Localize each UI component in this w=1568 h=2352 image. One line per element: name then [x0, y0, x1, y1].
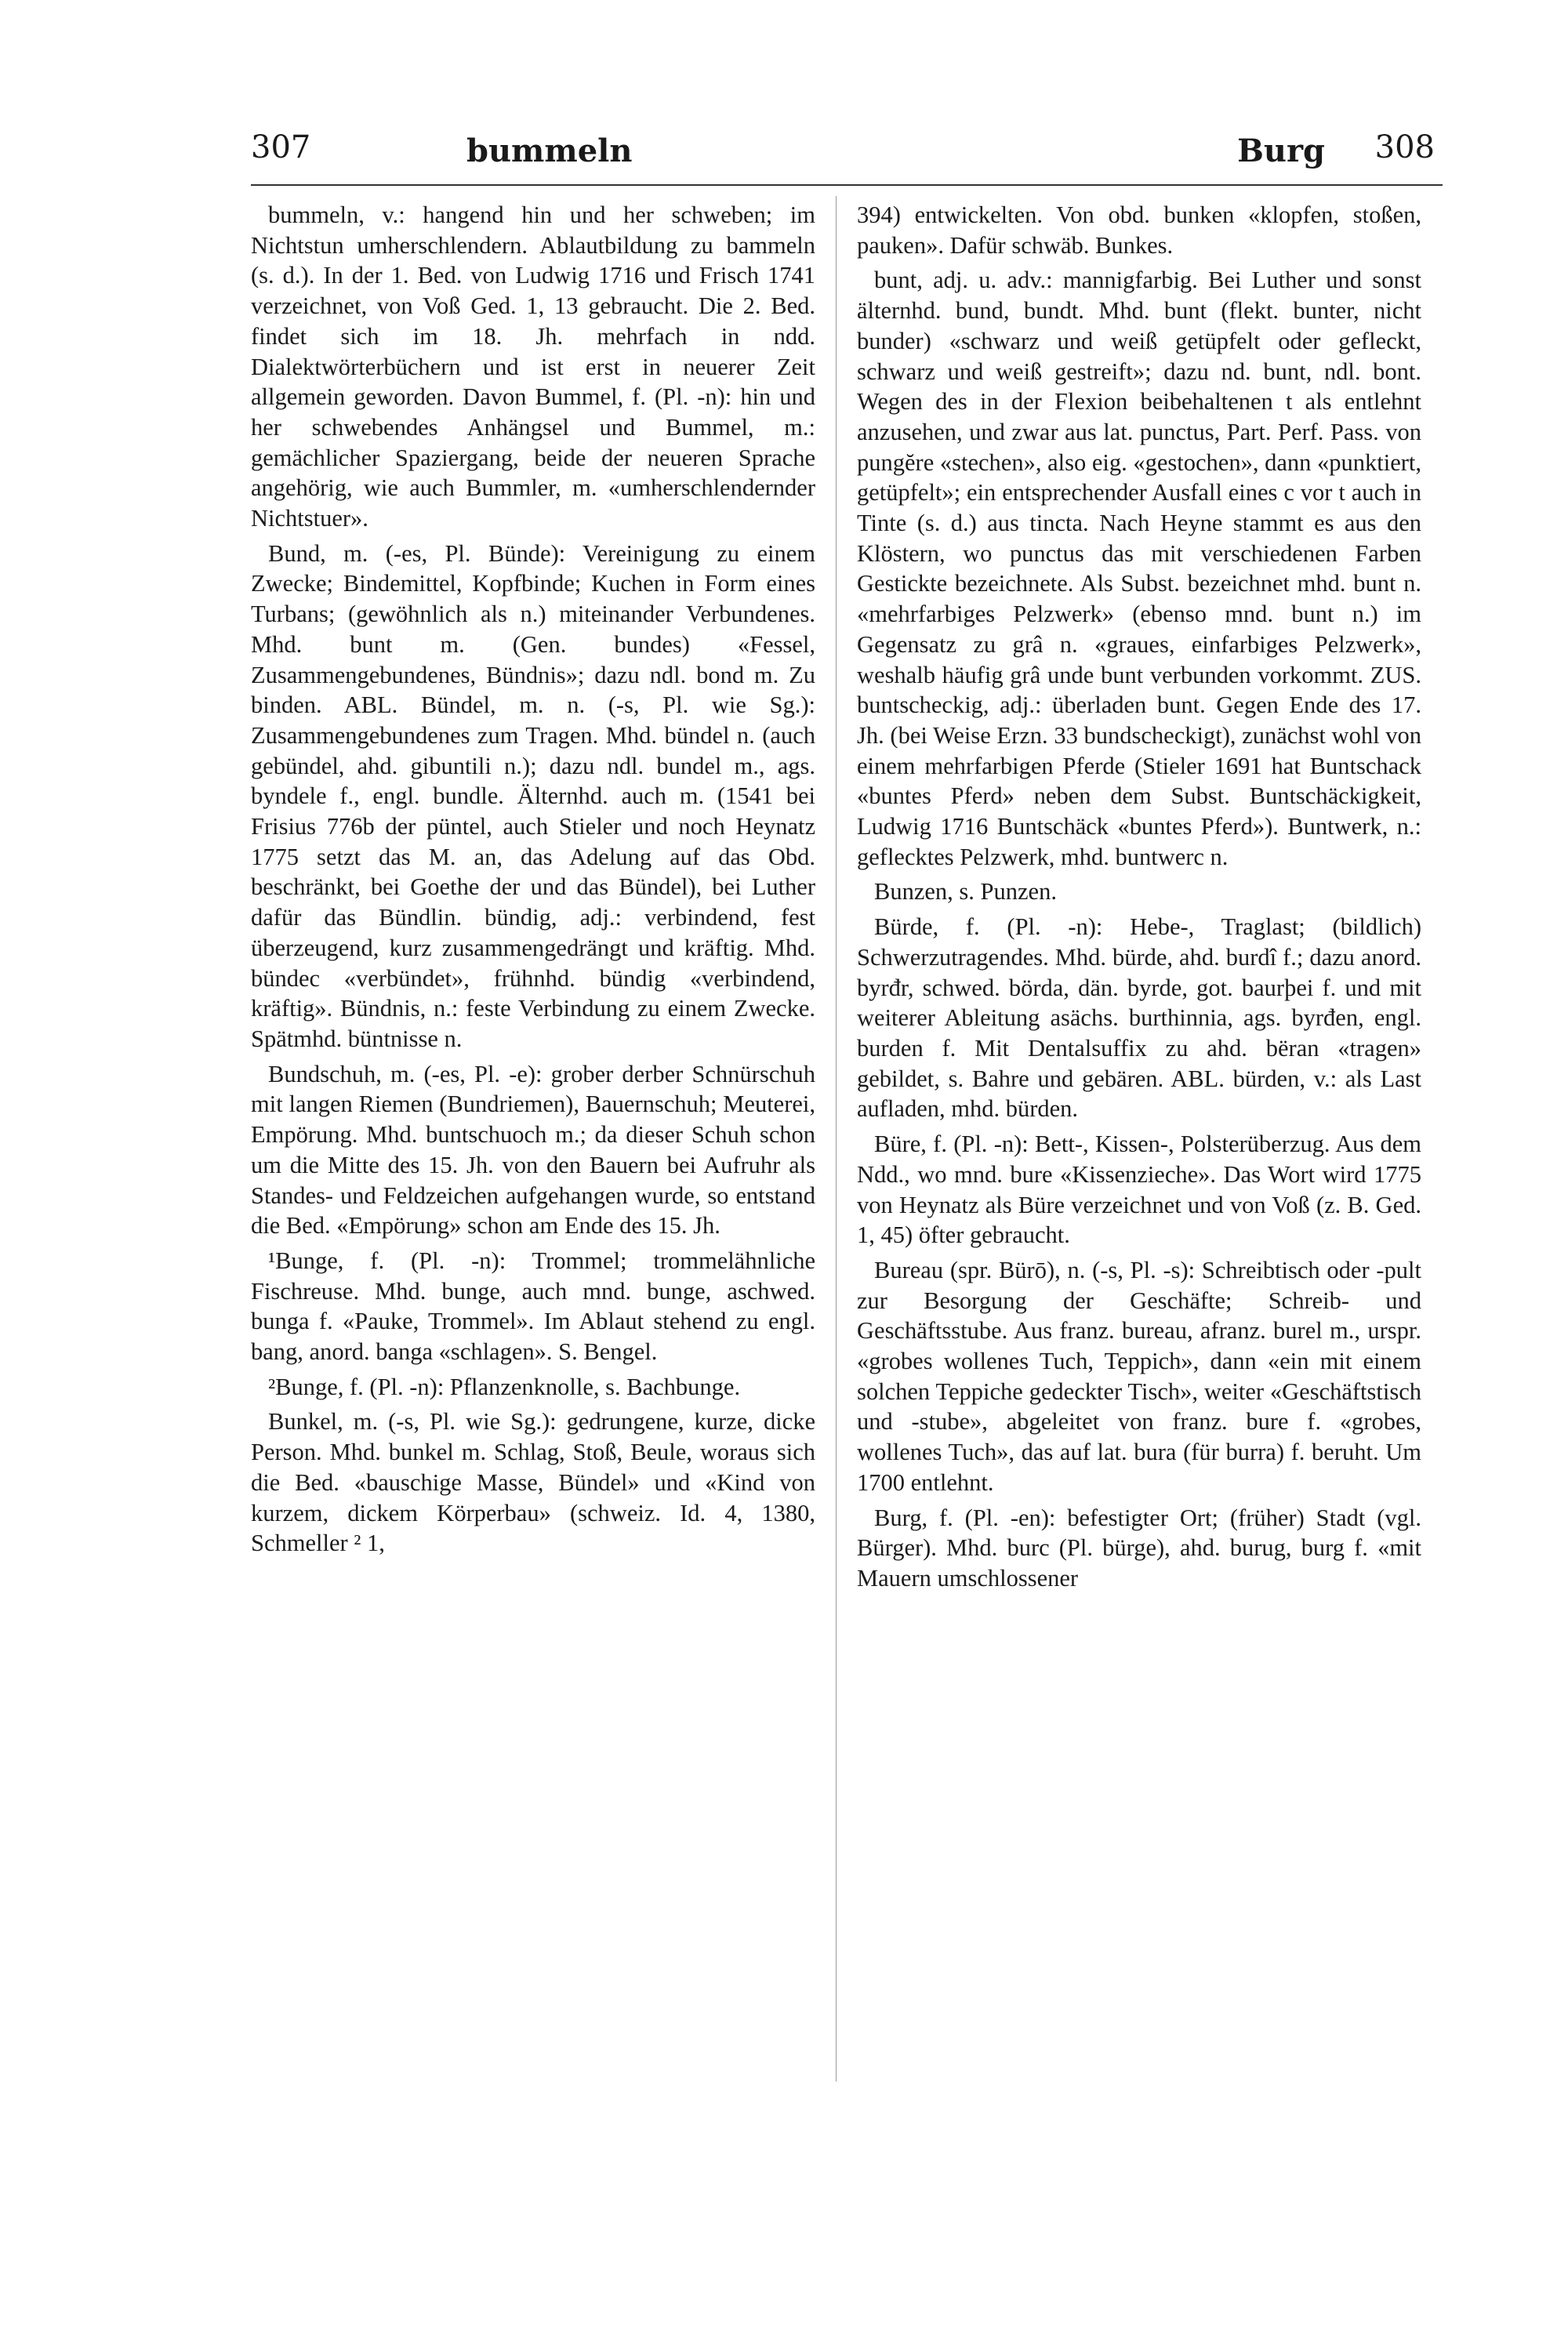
entry-buerde: Bürde, f. (Pl. -n): Hebe-, Traglast; (bildlich) Schwerzutragendes. Mhd. bürde, ahd. burdî f.; dazu anord. byrđr, schwed. börda, dän. byrde, got. baurþei f. und mit weiterer Ableitung asächs. burthinnia, ags. byrđen, engl. burden f. Mit Dentalsuffix zu ahd. bëran «tragen» gebildet, s. Bahre und gebären. ABL. bürden, v.: als Last aufladen, mhd. bürden.	[857, 913, 1421, 1123]
entry-bunge-1: ¹Bunge, f. (Pl. -n): Trommel; trommelähnliche Fischreuse. Mhd. bunge, auch mnd. bunge, aschwed. bunga f. «Pauke, Trommel». Im Ablaut stehend zu engl. bang, anord. banga «schlagen». S. Bengel.	[251, 1247, 815, 1366]
entry-bundschuh: Bundschuh, m. (-es, Pl. -e): grober derber Schnürschuh mit langen Riemen (Bundriemen), Bauernschuh; Meuterei, Empörung. Mhd. buntschuoch m.; da dieser Schuh schon um die Mitte des 15. Jh. von den Bauern bei Aufruhr als Standes- und Feldzeichen aufgehangen wurde, so entstand die Bed. «Empörung» schon am Ende des 15. Jh.	[251, 1060, 815, 1240]
entry-burg: Burg, f. (Pl. -en): befestigter Ort; (früher) Stadt (vgl. Bürger). Mhd. burc (Pl. bürge), ahd. burug, burg f. «mit Mauern umschlossener	[857, 1504, 1421, 1592]
entry-bunkel: Bunkel, m. (-s, Pl. wie Sg.): gedrungene, kurze, dicke Person. Mhd. bunkel m. Schlag, Stoß, Beule, woraus sich die Bed. «bauschige Masse, Bündel» und «Kind von kurzem, dickem Körperbau» (schweiz. Id. 4, 1380, Schmeller ² 1,	[251, 1408, 815, 1557]
right-column	[857, 200, 1421, 1599]
entry-buere: Büre, f. (Pl. -n): Bett-, Kissen-, Polsterüberzug. Aus dem Ndd., wo mnd. bure «Kissenzieche». Das Wort wird 1775 von Heynatz als Büre verzeichnet und von Voß (z. B. Ged. 1, 45) öfter gebraucht.	[857, 1131, 1421, 1249]
entry-bunkel-continued: 394) entwickelten. Von obd. bunken «klopfen, stoßen, pauken». Dafür schwäb. Bunkes.	[857, 201, 1421, 259]
left-column	[251, 200, 815, 1563]
entry-bummeln: bummeln, v.: hangend hin und her schweben; im Nichtstun umherschlendern. Ablautbildung zu bammeln (s. d.). In der 1. Bed. von Ludwig 1716 und Frisch 1741 verzeichnet, von Voß Ged. 1, 13 gebraucht. Die 2. Bed. findet sich im 18. Jh. mehrfach in ndd. Dialektwörterbüchern und ist erst in neuerer Zeit allgemein geworden. Davon Bummel, f. (Pl. -n): hin und her schwebendes Anhängsel und Bummel, m.: gemächlicher Spaziergang, beide der neueren Sprache angehörig, wie auch Bummler, m. «umherschlendernder Nichtstuer».	[251, 201, 815, 532]
entry-bund: Bund, m. (-es, Pl. Bünde): Vereinigung zu einem Zwecke; Bindemittel, Kopfbinde; Kuchen in Form eines Turbans; (gewöhnlich als n.) miteinander Verbundenes. Mhd. bunt m. (Gen. bundes) «Fessel, Zusammengebundenes, Bündnis»; dazu ndl. bond m. Zu binden. ABL. Bündel, m. n. (-s, Pl. wie Sg.): Zusammengebundenes zum Tragen. Mhd. bündel n. (auch gebündel, ahd. gibuntili n.); dazu ndl. bundel m., ags. byndele f., engl. bundle. Älternhd. auch m. (1541 bei Frisius 776b der püntel, auch Stieler und noch Heynatz 1775 setzt das M. an, das Adelung auf das Obd. beschränkt, bei Goethe der und das Bündel), bei Luther dafür das Bündlin. bündig, adj.: verbindend, fest überzeugend, kurz zusammengedrängt und kräftig. Mhd. bündec «verbündet», frühnhd. bündig «verbindend, kräftig». Bündnis, n.: feste Verbindung zu einem Zwecke. Spätmhd. büntnisse n.	[251, 539, 815, 1052]
entry-bunge-2: ²Bunge, f. (Pl. -n): Pflanzenknolle, s. Bachbunge.	[268, 1373, 741, 1400]
column-divider	[836, 196, 837, 2082]
left-page-number: 307	[251, 129, 311, 165]
entry-bureau: Bureau (spr. Bürō), n. (-s, Pl. -s): Schreibtisch oder -pult zur Besorgung der Geschäfte; Schreib- und Geschäftsstube. Aus franz. bureau, afranz. burel m., urspr. «grobes wollenes Tuch, Teppich», dann «ein mit einem solchen Teppiche gedeckter Tisch», weiter «Geschäftstisch und -stube», abgeleitet von franz. bure f. «grobes, wollenes Tuch», das auf lat. bura (für burra) f. beruht. Um 1700 entlehnt.	[857, 1256, 1421, 1496]
right-catchword: Burg	[1237, 132, 1325, 169]
right-page-number: 308	[1374, 129, 1435, 165]
running-header	[251, 129, 1435, 184]
header-rule	[251, 184, 1443, 186]
entry-bunzen: Bunzen, s. Punzen.	[874, 878, 1057, 906]
left-catchword: bummeln	[466, 132, 633, 169]
entry-bunt: bunt, adj. u. adv.: mannigfarbig. Bei Luther und sonst älternhd. bund, bundt. Mhd. bunt (flekt. bunter, nicht bunder) «schwarz und weiß getüpfelt oder gefleckt, schwarz und weiß gestreift»; dazu nd. bunt, ndl. bont. Wegen des in der Flexion beibehaltenen t als entlehnt anzusehen, und zwar aus lat. punctus, Part. Perf. Pass. von pungĕre «stechen», also eig. «gestochen», dann «punktiert, getüpfelt»; ein entsprechender Ausfall eines c vor t auch in Tinte (s. d.) aus tincta. Nach Heyne stammt es aus den Klöstern, wo punctus das mit verschiedenen Farben Gestickte bezeichnete. Als Subst. bezeichnet mhd. bunt n. «mehrfarbiges Pelzwerk» (ebenso mnd. bunt n.) im Gegensatz zu grâ n. «graues, einfarbiges Pelzwerk», weshalb häufig grâ unde bunt verbunden vorkommt. ZUS. buntscheckig, adj.: überladen bunt. Gegen Ende des 17. Jh. (bei Weise Erzn. 33 bundscheckigt), zunächst wohl von einem mehrfarbigen Pferde (Stieler 1691 hat Buntschack «buntes Pferd» neben dem Subst. Buntschäckigkeit, Ludwig 1716 Buntschäck «buntes Pferd»). Buntwerk, n.: geflecktes Pelzwerk, mhd. buntwerc n.	[857, 267, 1421, 870]
